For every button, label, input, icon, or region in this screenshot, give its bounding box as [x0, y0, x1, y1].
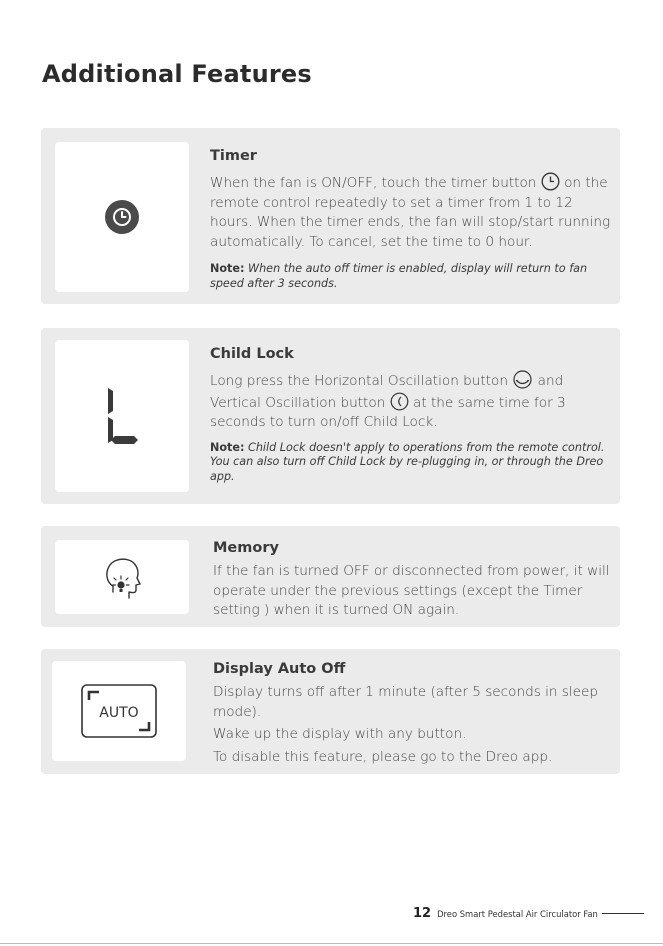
- child-lock-note-text-2: You can also turn off Child Lock by re-plugging in, or through the Dreo app.: [210, 455, 604, 483]
- display-auto-off-card: [41, 649, 620, 774]
- footer-line: [602, 913, 644, 914]
- timer-card: [41, 128, 620, 304]
- timer-note: [210, 262, 614, 291]
- vertical-oscillation-icon: [390, 392, 409, 411]
- child-lock-icon-box: [55, 340, 189, 492]
- bottom-rule: [0, 943, 663, 944]
- child-lock-note: [210, 441, 614, 485]
- memory-heading: Memory: [213, 540, 279, 556]
- clock-icon: [105, 200, 139, 234]
- timer-button-icon: [541, 172, 560, 191]
- timer-note-text: When the auto off timer is enabled, display will return to fan speed after 3 seconds.: [210, 262, 588, 290]
- memory-content: [213, 540, 617, 621]
- auto-display-icon: [81, 684, 157, 738]
- timer-content: [210, 148, 614, 291]
- child-lock-text-3: at the same time for 3 seconds to turn on/off Child Lock.: [210, 394, 566, 430]
- child-lock-note-text-1: Child Lock doesn't apply to operations from the remote control.: [248, 440, 605, 454]
- child-lock-content: [210, 346, 614, 484]
- page-title: Additional Features: [42, 60, 312, 88]
- memory-icon-box: [55, 540, 189, 614]
- timer-heading: Timer: [210, 148, 257, 164]
- display-auto-off-heading: Display Auto Off: [213, 661, 346, 677]
- display-auto-off-content: [213, 661, 617, 767]
- memory-description: If the fan is turned OFF or disconnected from power, it will operate under the previous settings (except the Timer setting ) when it is turned ON again.: [213, 563, 610, 618]
- child-lock-text-1: Long press the Horizontal Oscillation button: [210, 373, 508, 389]
- child-lock-display-icon: [102, 386, 142, 446]
- auto-label: AUTO: [99, 705, 139, 721]
- horizontal-oscillation-icon: [512, 370, 533, 389]
- display-auto-off-text-1: Display turns off after 1 minute (after 5 seconds in sleep mode).: [213, 684, 599, 720]
- display-auto-off-text-2: Wake up the display with any button.: [213, 726, 467, 742]
- timer-icon-box: [55, 142, 189, 292]
- display-auto-off-icon-box: [52, 661, 186, 761]
- child-lock-heading: Child Lock: [210, 346, 294, 362]
- child-lock-card: [41, 328, 620, 504]
- page-number: 12: [413, 906, 432, 921]
- display-auto-off-text-3: To disable this feature, please go to the Dreo app.: [213, 748, 553, 765]
- head-bulb-icon: [101, 554, 143, 600]
- child-lock-text-2: and Vertical Oscillation button: [210, 373, 564, 411]
- timer-description: [210, 172, 614, 252]
- child-lock-description: [210, 370, 614, 433]
- footer-product-name: Dreo Smart Pedestal Air Circulator Fan: [437, 908, 598, 919]
- timer-note-label: Note:: [210, 262, 245, 275]
- child-lock-note-label: Note:: [210, 440, 245, 454]
- timer-text-1: When the fan is ON/OFF, touch the timer button: [210, 175, 537, 191]
- timer-text-2: on the remote control repeatedly to set a timer from 1 to 12 hours. When the timer ends, the fan will stop/start running automatically. To cancel, set the time to 0 hour.: [210, 175, 611, 250]
- page-footer: [413, 906, 644, 921]
- memory-card: [41, 526, 620, 627]
